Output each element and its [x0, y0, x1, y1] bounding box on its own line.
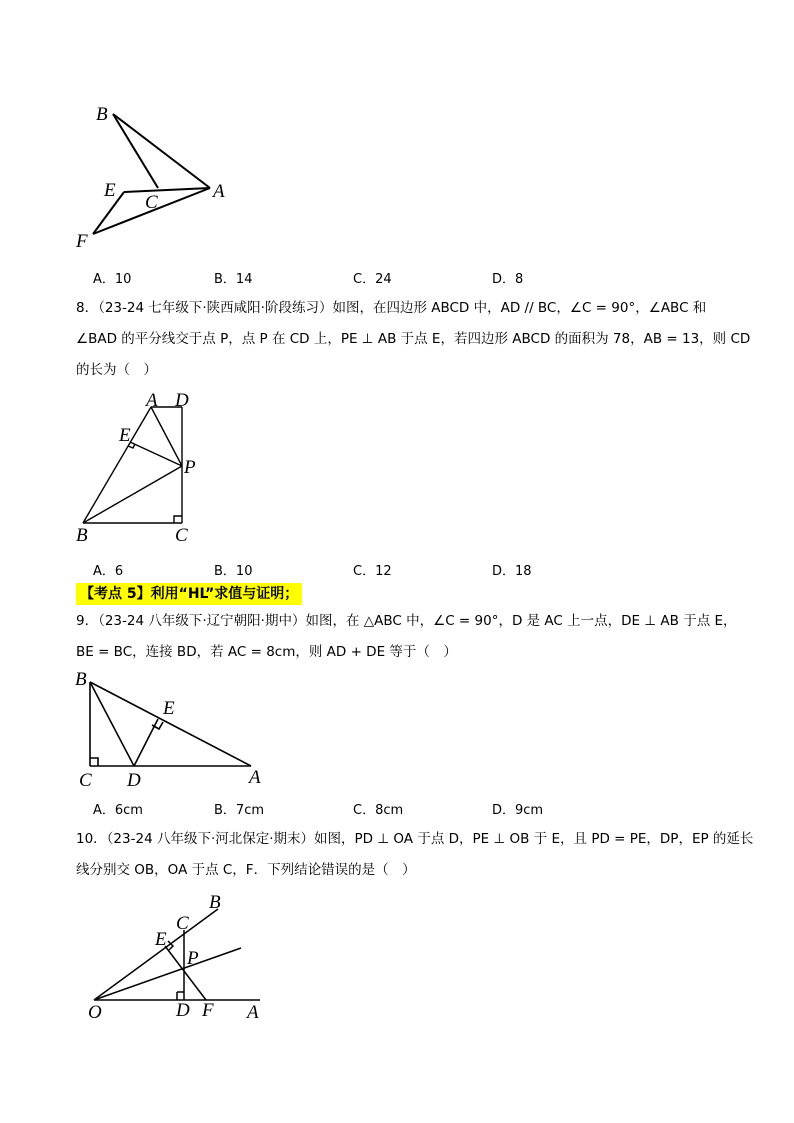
label-c: C: [145, 192, 158, 213]
label-f: F: [202, 1000, 214, 1021]
segment-ba: [90, 682, 251, 766]
q8-options: [93, 560, 613, 582]
ray-ob: [94, 909, 218, 1000]
label-e: E: [155, 929, 167, 950]
label-e: E: [104, 180, 116, 201]
label-e: E: [163, 698, 175, 719]
q9-option-b[interactable]: B．7cm: [214, 803, 265, 818]
q8-line-3: 的长为（ ）: [76, 362, 157, 378]
q7-option-b[interactable]: B．14: [214, 272, 253, 287]
section-heading-kaodian-5: 【考点 5】利用“HL”求值与证明；: [76, 583, 302, 605]
q8-option-a[interactable]: A．6: [93, 564, 124, 579]
label-f: F: [76, 231, 88, 252]
segment-bd: [90, 682, 134, 766]
label-d: D: [127, 770, 141, 791]
q7-option-a[interactable]: A．10: [93, 272, 132, 287]
segment-ba: [113, 114, 210, 188]
figure-q7: [70, 95, 240, 255]
label-p: P: [184, 457, 196, 478]
label-e: E: [119, 425, 131, 446]
q7-option-d[interactable]: D．8: [492, 272, 524, 287]
right-angle-mark-c: [90, 758, 98, 766]
q8-line-1: 8．（23-24 七年级下·陕西咸阳·阶段练习）如图，在四边形 ABCD 中，AD // BC，∠C = 90°，∠ABC 和: [76, 300, 707, 316]
label-a: A: [146, 390, 158, 411]
q9-option-a[interactable]: A．6cm: [93, 803, 143, 818]
q8-option-c[interactable]: C．12: [353, 564, 392, 579]
label-b: B: [75, 669, 87, 690]
segment-bp: [83, 466, 182, 523]
label-c: C: [176, 913, 189, 934]
label-c: C: [79, 770, 92, 791]
q9-option-d[interactable]: D．9cm: [492, 803, 544, 818]
q10-line-2: 线分别交 OB，OA 于点 C，F．下列结论错误的是（ ）: [76, 862, 416, 878]
segment-ep: [130, 442, 182, 466]
ray-op: [94, 948, 241, 1000]
label-d: D: [175, 390, 189, 411]
q7-option-c[interactable]: C．24: [353, 272, 392, 287]
label-a: A: [247, 1002, 259, 1023]
figure-q8: [70, 390, 220, 550]
right-angle-mark-c: [174, 516, 182, 523]
q9-option-c[interactable]: C．8cm: [353, 803, 404, 818]
label-b: B: [96, 104, 108, 125]
label-o: O: [88, 1002, 102, 1023]
segment-bc: [113, 114, 158, 188]
segment-ea: [124, 188, 210, 192]
label-p: P: [187, 948, 199, 969]
q8-option-b[interactable]: B．10: [214, 564, 253, 579]
q8-option-d[interactable]: D．18: [492, 564, 532, 579]
q9-options: [93, 799, 613, 821]
q10-line-1: 10．（23-24 八年级下·河北保定·期末）如图，PD ⊥ OA 于点 D，PE ⊥ OB 于 E，且 PD = PE，DP，EP 的延长: [76, 831, 754, 847]
label-a: A: [249, 767, 261, 788]
q9-line-2: BE = BC，连接 BD，若 AC = 8cm，则 AD + DE 等于（ ）: [76, 644, 457, 660]
q7-options: [93, 268, 613, 290]
label-b: B: [209, 892, 221, 913]
q9-line-1: 9．（23-24 八年级下·辽宁朝阳·期中）如图，在 △ABC 中，∠C = 90°，D 是 AC 上一点，DE ⊥ AB 于点 E，: [76, 613, 737, 629]
label-a: A: [213, 181, 225, 202]
q8-line-2: ∠BAD 的平分线交于点 P，点 P 在 CD 上，PE ⊥ AB 于点 E，若四边形 ABCD 的面积为 78，AB = 13，则 CD: [76, 331, 751, 347]
label-d: D: [176, 1000, 190, 1021]
figure-q10: [70, 888, 280, 1028]
segment-ap: [151, 407, 182, 466]
segment-ba: [83, 407, 151, 523]
label-c: C: [175, 525, 188, 546]
label-b: B: [76, 525, 88, 546]
figure-q9: [70, 665, 270, 795]
